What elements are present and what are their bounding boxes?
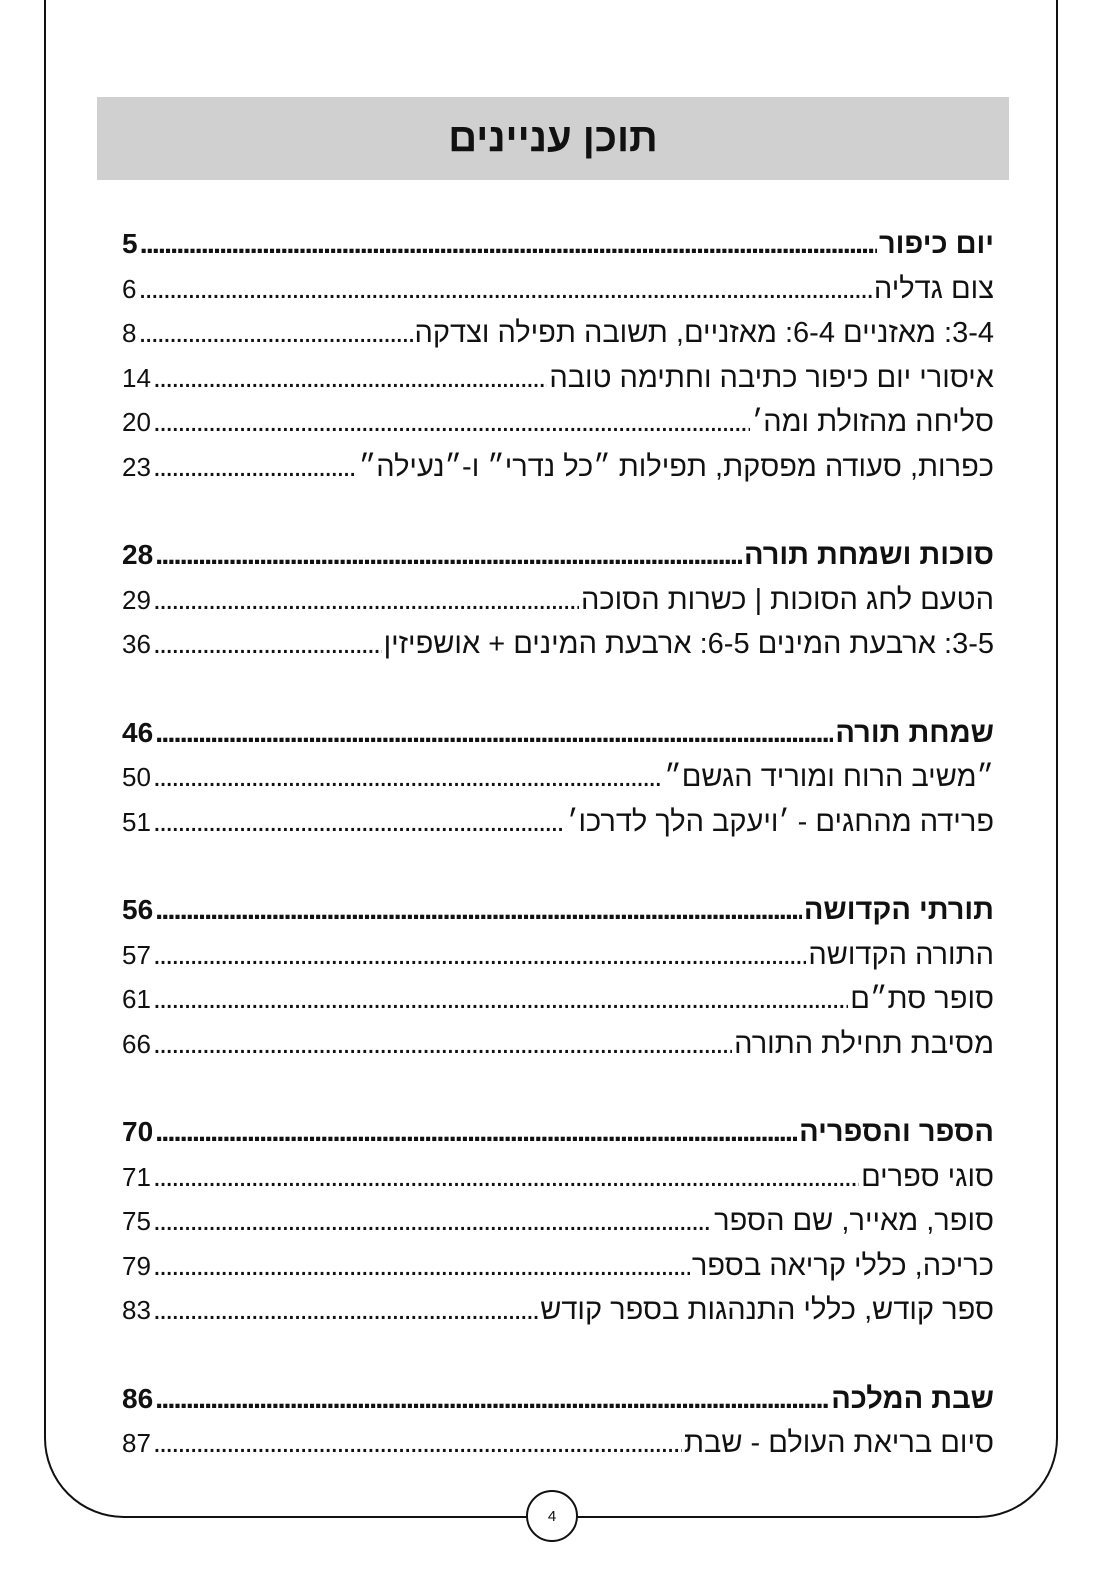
toc-entry-page: 61 [122,984,151,1014]
toc-section-heading[interactable] [122,1377,994,1422]
dot-leader [153,933,806,978]
toc-entry-page: 8 [122,318,137,348]
toc-section-heading-page: 56 [122,894,154,925]
toc-section-heading-title: שבת המלכה [831,1382,994,1415]
toc-entry[interactable] [122,1022,994,1067]
toc-section-heading[interactable] [122,222,994,267]
toc-section-heading-title: סוכות ושמחת תורה [743,539,994,571]
page-title: תוכן עניינים [448,116,658,160]
toc-entry-title: 3-4: מאזניים 6-4: מאזניים, תשובה תפילה וצדקה [414,317,994,349]
toc-section-heading[interactable] [122,1110,994,1155]
toc-entry[interactable] [122,356,994,401]
dot-leader [153,1155,859,1200]
toc-entry-page: 20 [122,407,151,437]
toc-entry-title: ״משיב הרוח ומוריד הגשם״ [664,761,994,793]
toc-entry-page: 50 [122,762,151,792]
toc-entry[interactable] [122,1421,994,1466]
dot-leader [153,977,848,1022]
toc-entry[interactable] [122,622,994,667]
dot-leader [153,1421,682,1466]
toc-entry-page: 51 [122,806,151,837]
toc-entry[interactable] [122,267,994,312]
toc-entry-page: 83 [122,1295,151,1325]
toc-entry[interactable] [122,977,994,1022]
toc-section-heading-page: 86 [122,1382,154,1414]
toc-entry-page: 87 [122,1428,151,1458]
dot-leader [153,800,565,845]
toc-entry-title: 3-5: ארבעת המינים 6-5: ארבעת המינים + אושפיזין [383,628,994,660]
toc-entry-page: 23 [122,451,151,482]
toc-section-heading-page: 46 [122,716,154,748]
toc-entry-page: 79 [122,1250,151,1281]
toc-entry-page: 57 [122,939,151,970]
toc-entry[interactable] [122,578,994,623]
toc-entry[interactable] [122,311,994,356]
toc-entry-title: התורה הקדושה [808,938,994,971]
section-spacer [122,1066,994,1110]
toc-section-heading-page: 28 [122,539,154,570]
toc-section-heading-title: הספר והספריה [799,1116,994,1148]
dot-leader [155,888,802,933]
toc-entry-title: הטעם לחג הסוכות | כשרות הסוכה [581,583,994,616]
dot-leader [153,1022,732,1067]
toc-entry-title: סוגי ספרים [861,1160,994,1193]
toc-entry[interactable] [122,933,994,978]
toc-entry-title: ספר קודש, כללי התנהגות בספר קודש [540,1294,994,1326]
toc-entry-page: 66 [122,1028,151,1059]
dot-leader [138,267,871,312]
toc-entry[interactable] [122,400,994,445]
section-spacer [122,667,994,711]
toc-entry[interactable] [122,1199,994,1244]
toc-section-heading-title: יום כיפור [878,228,994,260]
section-spacer [122,489,994,533]
toc-entry-title: סיום בריאת העולם - שבת [683,1427,994,1459]
dot-leader [140,222,877,267]
section-spacer [122,844,994,888]
dot-leader [155,1377,829,1422]
dot-leader [153,1199,712,1244]
dot-leader [155,533,742,578]
dot-leader [155,711,833,756]
toc-entry-title: צום גדליה [873,272,994,305]
toc-entry-title: איסורי יום כיפור כתיבה וחתימה טובה [549,361,994,394]
toc-entry-title: פרידה מהחגים - ׳ויעקב הלך לדרכו׳ [567,805,994,838]
toc-entry-page: 29 [122,584,151,615]
toc-entry[interactable] [122,445,994,490]
dot-leader [155,1110,797,1155]
toc-section-heading[interactable] [122,888,994,933]
toc-entry[interactable] [122,755,994,800]
toc-entry-page: 71 [122,1161,151,1192]
page-number: 4 [547,1507,557,1525]
toc-section-heading-page: 5 [122,228,138,259]
toc-section-heading[interactable] [122,533,994,578]
toc-section-heading-title: שמחת תורה [835,716,994,749]
toc-section-heading-title: תורתי הקדושה [803,894,994,926]
dot-leader [153,578,579,623]
dot-leader [153,1244,690,1289]
dot-leader [153,755,662,800]
dot-leader [153,1288,538,1333]
toc-entry-title: סופר סת״ם [850,983,994,1015]
dot-leader [138,311,412,356]
toc-section-heading[interactable] [122,711,994,756]
dot-leader [153,622,382,667]
title-banner [97,97,1009,180]
toc-entry-title: סליחה מהזולת ומה׳ [752,406,994,438]
toc-entry[interactable] [122,1288,994,1333]
dot-leader [153,445,357,490]
section-spacer [122,1333,994,1377]
toc-entry-page: 75 [122,1206,151,1236]
toc-entry-title: כריכה, כללי קריאה בספר [691,1249,994,1282]
toc-entry[interactable] [122,1155,994,1200]
toc-entry[interactable] [122,1244,994,1289]
toc-entry-title: מסיבת תחילת התורה [734,1027,994,1060]
dot-leader [153,356,547,401]
dot-leader [153,400,750,445]
toc-entry[interactable] [122,800,994,845]
toc-entry-title: סופר, מאייר, שם הספר [714,1205,994,1237]
toc-entry-title: כפרות, סעודה מפסקת, תפילות ״כל נדרי״ ו-״נעילה״ [358,450,994,483]
table-of-contents [122,222,994,1466]
toc-entry-page: 36 [122,629,151,659]
page-number-badge [526,1490,578,1542]
toc-entry-page: 6 [122,273,137,304]
toc-entry-page: 14 [122,362,151,393]
toc-section-heading-page: 70 [122,1116,154,1147]
